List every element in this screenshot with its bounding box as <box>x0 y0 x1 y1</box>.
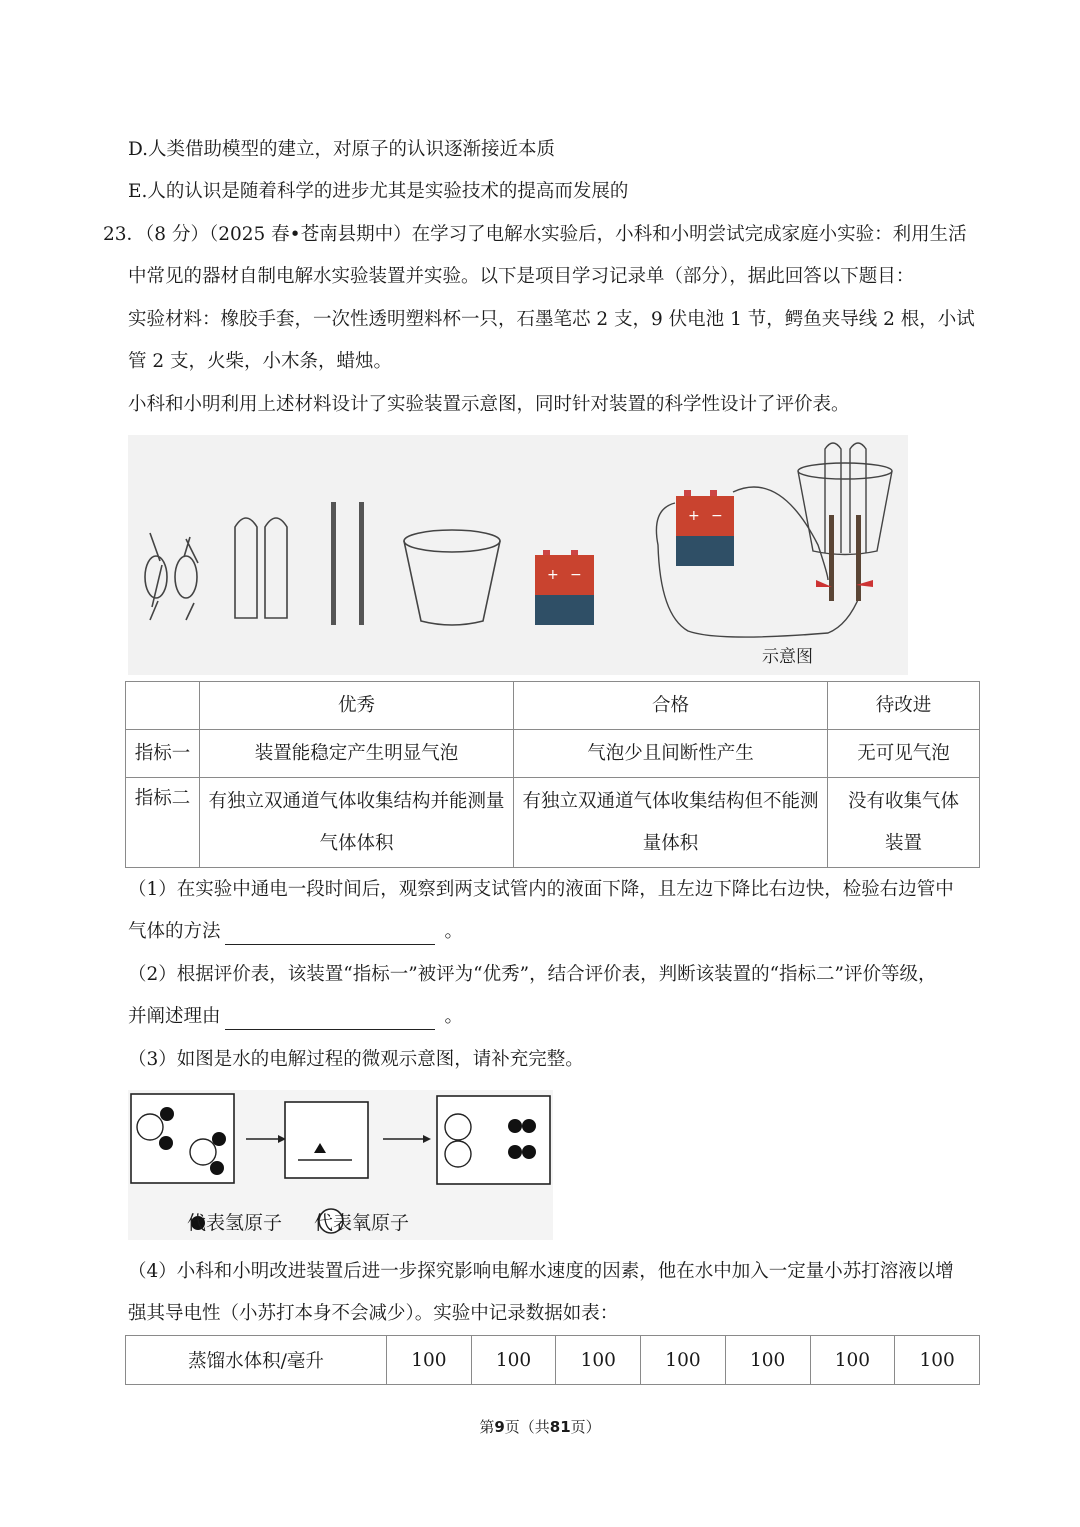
oxygen-atom <box>190 1139 216 1165</box>
sub-question-1-text: 气体的方法 <box>128 921 221 942</box>
question-23-line-1: 23．（8 分）（2025 春•苍南县期中）在学习了电解水实验后，小科和小明尝试完成家庭小实验：利用生活 <box>103 224 967 245</box>
sub-question-2-line-1: （2）根据评价表，该装置“指标一”被评为“优秀”，结合评价表，判断该装置的“指标二”评价等级， <box>128 964 937 985</box>
data-cell: 100 <box>810 1336 895 1385</box>
hydrogen-atom <box>508 1119 522 1133</box>
page-total: 81 <box>549 1418 571 1436</box>
page-footer <box>0 1416 1080 1437</box>
table-cell: 装置能稳定产生明显气泡 <box>200 730 514 778</box>
materials-line-2: 管 2 支，火柴，小木条，蜡烛。 <box>128 351 393 372</box>
data-cell: 100 <box>895 1336 980 1385</box>
battery-icon <box>535 550 594 625</box>
question-23-line-2: 中常见的器材自制电解水实验装置并实验。以下是项目学习记录单（部分），据此回答以下题目： <box>128 266 915 287</box>
data-cell: 100 <box>471 1336 556 1385</box>
evaluation-table <box>125 681 980 868</box>
table-cell: 有独立双通道气体收集结构并能测量气体体积 <box>200 778 514 868</box>
hydrogen-atom <box>508 1145 522 1159</box>
legend-oxygen-label: 代表氧原子 <box>314 1212 410 1234</box>
page-number: 9 <box>494 1418 505 1436</box>
hydrogen-atom <box>522 1119 536 1133</box>
schematic-battery-plus: + <box>688 508 700 524</box>
blank-box <box>285 1102 368 1178</box>
hydrogen-atom <box>210 1161 224 1175</box>
sub-question-3-line: （3）如图是水的电解过程的微观示意图，请补充完整。 <box>128 1049 584 1070</box>
table-cell: 有独立双通道气体收集结构但不能测量体积 <box>514 778 828 868</box>
data-cell: 100 <box>725 1336 810 1385</box>
table-header-cell <box>126 682 200 730</box>
data-cell: 100 <box>556 1336 641 1385</box>
data-table <box>125 1335 980 1385</box>
table-cell: 气泡少且间断性产生 <box>514 730 828 778</box>
sub-question-2-text: 并阐述理由 <box>128 1006 221 1027</box>
table-header-cell: 优秀 <box>200 682 514 730</box>
period: 。 <box>444 921 464 942</box>
table-header-cell: 合格 <box>514 682 828 730</box>
legend-hydrogen-label: 代表氢原子 <box>187 1212 283 1234</box>
oxygen-atom <box>445 1141 471 1167</box>
materials-line-1: 实验材料：橡胶手套，一次性透明塑料杯一只，石墨笔芯 2 支，9 伏电池 1 节，鳄鱼夹导线 2 根，小试 <box>128 309 975 330</box>
table-cell: 指标一 <box>126 730 200 778</box>
table-header-cell: 待改进 <box>828 682 980 730</box>
figure-caption: 示意图 <box>762 647 813 667</box>
table-cell: 没有收集气体装置 <box>828 778 980 868</box>
footer-prefix: 第 <box>479 1418 495 1436</box>
data-row-label: 蒸馏水体积/毫升 <box>126 1336 387 1385</box>
oxygen-atom <box>137 1114 163 1140</box>
option-e: E.人的认识是随着科学的进步尤其是实验技术的提高而发展的 <box>128 181 629 202</box>
period: 。 <box>444 1006 464 1027</box>
design-line: 小科和小明利用上述材料设计了实验装置示意图，同时针对装置的科学性设计了评价表。 <box>128 394 850 415</box>
hydrogen-atom <box>160 1107 174 1121</box>
hydrogen-atom <box>522 1145 536 1159</box>
apparatus-figure <box>128 435 908 675</box>
footer-suffix: 页） <box>570 1418 601 1436</box>
data-cell: 100 <box>387 1336 472 1385</box>
answer-blank-2[interactable] <box>225 1009 435 1030</box>
schematic-battery-minus: − <box>711 508 723 524</box>
sub-question-1-line-2 <box>128 919 463 945</box>
option-d: D.人类借助模型的建立，对原子的认识逐渐接近本质 <box>128 139 556 160</box>
table-cell: 无可见气泡 <box>828 730 980 778</box>
sub-question-4-line-1: （4）小科和小明改进装置后进一步探究影响电解水速度的因素，他在水中加入一定量小苏打溶液以增 <box>128 1261 954 1282</box>
oxygen-atom <box>445 1114 471 1140</box>
hydrogen-atom <box>212 1132 226 1146</box>
battery-minus-sign: − <box>570 567 582 583</box>
battery-plus-sign: + <box>547 567 559 583</box>
hydrogen-atom <box>159 1136 173 1150</box>
answer-blank-1[interactable] <box>225 924 435 945</box>
sub-question-4-line-2: 强其导电性（小苏打本身不会减少）。实验中记录数据如表： <box>128 1303 619 1324</box>
atom-legend <box>187 1208 409 1235</box>
table-cell: 指标二 <box>126 778 200 868</box>
data-cell: 100 <box>641 1336 726 1385</box>
sub-question-1-line-1: （1）在实验中通电一段时间后，观察到两支试管内的液面下降，且左边下降比右边快，检验右边管中 <box>128 879 954 900</box>
footer-middle: 页（共 <box>504 1418 550 1436</box>
sub-question-2-line-2 <box>128 1004 463 1030</box>
